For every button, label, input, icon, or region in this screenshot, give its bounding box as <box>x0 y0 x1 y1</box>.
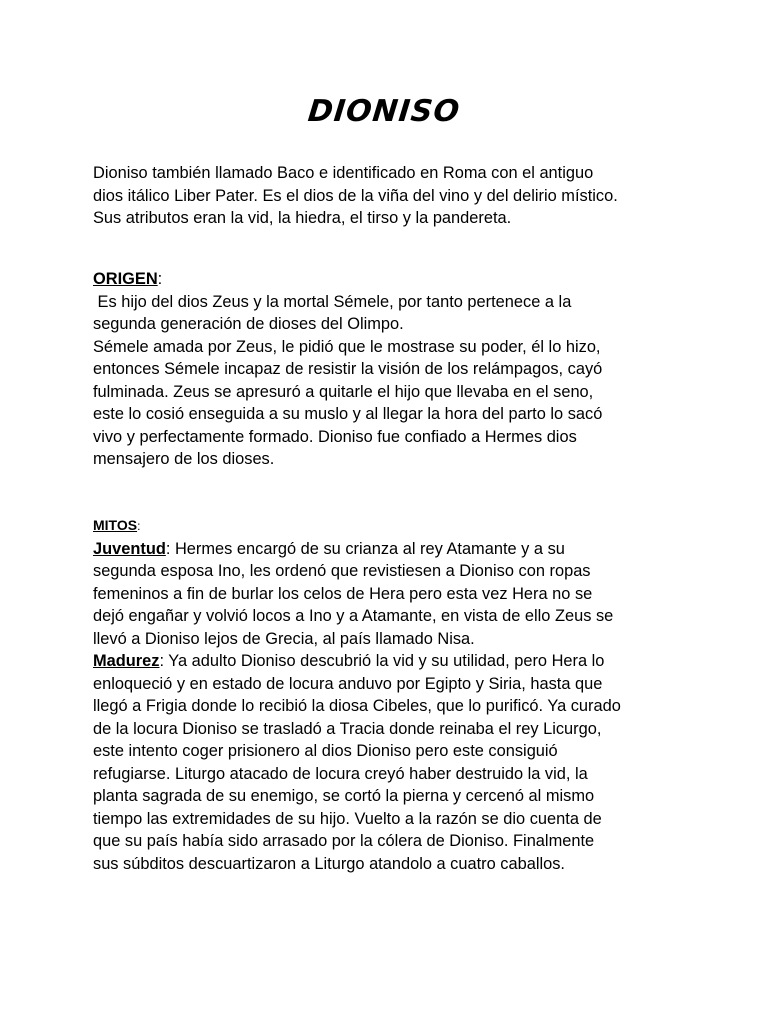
mitos-colon: : <box>137 519 141 533</box>
intro-line: Sus atributos eran la vid, la hiedra, el tirso y la pandereta. <box>93 209 512 227</box>
mitos-heading: MITOS <box>93 517 138 533</box>
mitos-section <box>93 514 693 875</box>
origen-line: Sémele amada por Zeus, le pidió que le mostrase su poder, él lo hizo, <box>93 337 601 356</box>
origen-line: este lo cosió enseguida a su muslo y al llegar la hora del parto lo sacó <box>93 405 603 423</box>
intro-paragraph <box>93 162 693 230</box>
origen-line: segunda generación de dioses del Olimpo. <box>93 315 404 333</box>
juventud-label: Juventud <box>93 539 166 558</box>
juventud-first-line <box>93 538 693 561</box>
origen-heading: ORIGEN <box>93 270 158 288</box>
origen-line: mensajero de los dioses. <box>93 450 275 468</box>
intro-line: dios itálico Liber Pater. Es el dios de la viña del vino y del delirio místico. <box>93 186 618 205</box>
madurez-line: de la locura Dioniso se trasladó a Tracia donde reinaba el rey Licurgo, <box>93 719 602 738</box>
madurez-first-line <box>93 650 693 673</box>
juventud-first-text: : Hermes encargó de su crianza al rey Atamante y a su <box>165 539 565 558</box>
origen-colon: : <box>157 270 163 288</box>
madurez-line: llegó a Frigia donde lo recibió la diosa Cibeles, que lo purificó. Ya curado <box>93 697 621 715</box>
origen-line: fulminada. Zeus se apresuró a quitarle el hijo que llevaba en el seno, <box>93 382 594 401</box>
document-title: DIONISO <box>306 94 462 129</box>
madurez-label: Madurez <box>93 652 160 670</box>
juventud-line: dejó engañar y volvió locos a Ino y a Atamante, en vista de ello Zeus se <box>93 607 614 625</box>
origen-line: vivo y perfectamente formado. Dioniso fue confiado a Hermes dios <box>93 427 577 446</box>
madurez-first-text: : Ya adulto Dioniso descubrió la vid y su utilidad, pero Hera lo <box>159 652 605 670</box>
madurez-line: enloqueció y en estado de locura anduvo por Egipto y Siria, hasta que <box>93 674 603 693</box>
madurez-line: planta sagrada de su enemigo, se cortó la pierna y cercenó al mismo <box>93 787 595 805</box>
madurez-line: sus súbditos descuartizaron a Liturgo atandolo a cuatro caballos. <box>93 854 565 873</box>
mitos-heading-line <box>93 514 693 538</box>
juventud-line: segunda esposa Ino, les ordenó que revistiesen a Dioniso con ropas <box>93 562 591 580</box>
intro-line: Dioniso también llamado Baco e identificado en Roma con el antiguo <box>93 164 594 182</box>
madurez-line: tiempo las extremidades de su hijo. Vuelto a la razón se dio cuenta de <box>93 809 602 828</box>
juventud-line: femeninos a fin de burlar los celos de Hera pero esta vez Hera no se <box>93 584 593 603</box>
madurez-line: refugiarse. Liturgo atacado de locura creyó haber destruido la vid, la <box>93 764 588 783</box>
origen-line: Es hijo del dios Zeus y la mortal Sémele, por tanto pertenece a la <box>93 292 572 311</box>
juventud-line: llevó a Dioniso lejos de Grecia, al país llamado Nisa. <box>93 629 475 648</box>
madurez-line: que su país había sido arrasado por la cólera de Dioniso. Finalmente <box>93 832 595 850</box>
origen-heading-line <box>93 268 693 291</box>
madurez-line: este intento coger prisionero al dios Dioniso pero este consiguió <box>93 742 558 760</box>
origen-section <box>93 268 693 471</box>
origen-line: entonces Sémele incapaz de resistir la visión de los relámpagos, cayó <box>93 360 603 378</box>
